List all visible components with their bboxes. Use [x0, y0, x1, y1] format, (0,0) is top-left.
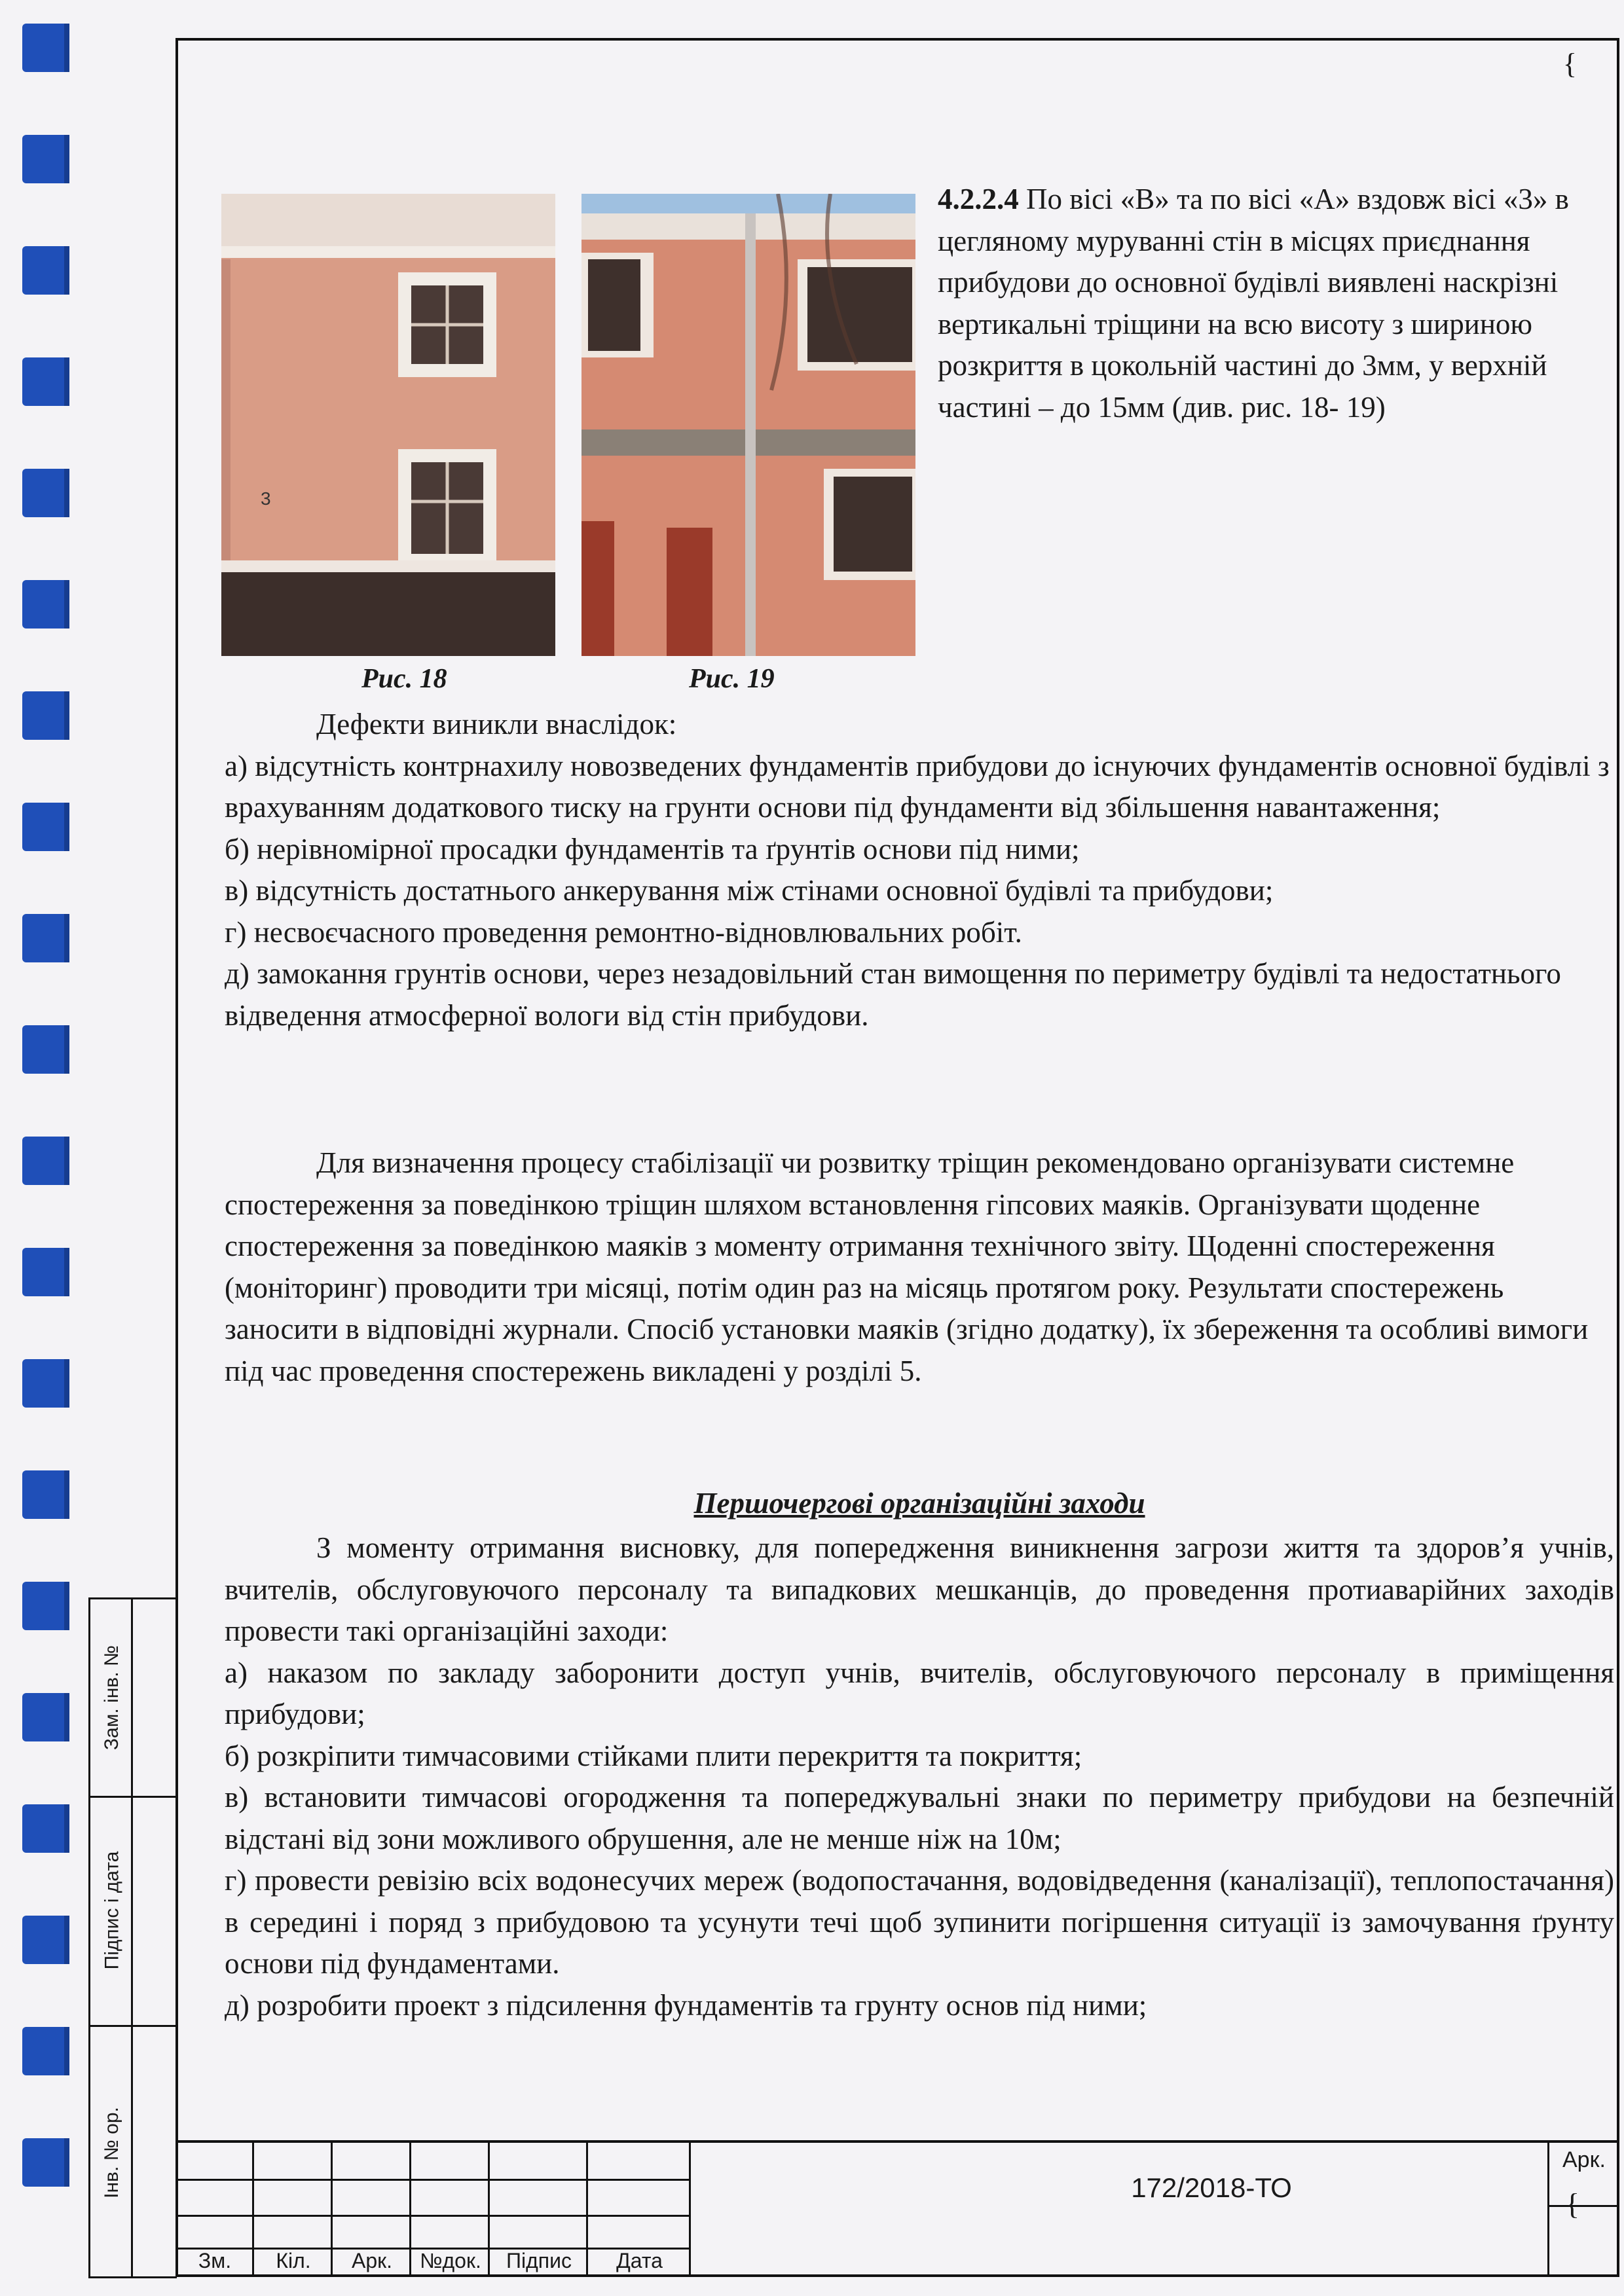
sheet-label: Арк.: [1562, 2147, 1606, 2172]
measure-item: в) встановити тимчасові огородження та попереджувальні знаки по периметру прибудови на безпечній відстані від зони можливого обрушення, але не менше ніж на 10м;: [225, 1781, 1614, 1855]
defects-intro: Дефекти виникли внаслідок:: [316, 708, 677, 740]
section-4-2-2-4: [938, 179, 1606, 428]
side-stamp: [88, 1597, 177, 2278]
stamp-pidpys-data: Підпис і дата: [101, 1851, 123, 1970]
binding-ring: [22, 1470, 69, 1519]
defects-block: [225, 704, 1614, 1036]
stamp-inv-orig: Інв. № ор.: [101, 2107, 123, 2198]
binding-ring: [22, 357, 69, 406]
spiral-binding: [22, 0, 75, 2296]
binding-ring: [22, 24, 69, 72]
stamp-zam-inv: Зам. інв. №: [101, 1645, 122, 1751]
binding-ring: [22, 1804, 69, 1853]
photo-fig-18: [221, 194, 555, 656]
binding-ring: [22, 1916, 69, 1964]
photo-fig-19: [581, 194, 915, 656]
binding-ring: [22, 246, 69, 295]
binding-ring: [22, 1693, 69, 1741]
binding-ring: [22, 803, 69, 851]
measure-item: д) розробити проект з підсилення фундаментів та грунту основ під ними;: [225, 1988, 1147, 2022]
caption-fig-19: Рис. 19: [689, 664, 775, 694]
tb-col-zm: Зм.: [198, 2249, 232, 2272]
page-corner-mark: {: [1562, 48, 1577, 80]
measures-block: [225, 1527, 1614, 2026]
caption-fig-18: Рис. 18: [361, 664, 447, 694]
binding-ring: [22, 135, 69, 183]
defect-item: а) відсутність контрнахилу новозведених фундаментів прибудови до існуючих фундаментів основної будівлі з врахуванням додаткового тиску на грунти основи під фундаменти від збільшення навантаження;: [225, 749, 1610, 824]
tb-col-kil: Кіл.: [276, 2249, 311, 2272]
defect-item: в) відсутність достатнього анкерування між стінами основної будівлі та прибудови;: [225, 874, 1274, 907]
binding-ring: [22, 2027, 69, 2075]
tb-col-pidpys: Підпис: [506, 2249, 572, 2272]
svg-text:3: 3: [261, 488, 271, 509]
monitoring-paragraph: Для визначення процесу стабілізації чи розвитку тріщин рекомендовано організувати системне спостереження за поведінкою тріщин шляхом встановлення гіпсових маяків. Організувати щоденне спостереження за поведінкою маяків з моменту отримання технічного звіту. Щоденні спостереження (моніторинг) проводити три місяці, потім один раз на місяць протягом року. Результати спостережень заносити в відповідні журнали. Спосіб установки маяків (згідно додатку), їх збереження та особливі вимоги під час проведення спостережень викладені у розділі 5.: [225, 1146, 1589, 1387]
binding-ring: [22, 1359, 69, 1408]
measures-intro: З моменту отримання висновку, для попередження виникнення загрози життя та здоров’я учнів, вчителів, обслуговуючого персоналу та випадкових мешканців, до проведення протиаварійних заходів провести такі організаційні заходи:: [225, 1531, 1614, 1647]
binding-ring: [22, 1137, 69, 1185]
title-block: [175, 2140, 1619, 2277]
binding-ring: [22, 914, 69, 962]
section-text: По вісі «В» та по вісі «А» вздовж вісі «3» в цегляному муруванні стін в місцях приєднання прибудови до основної будівлі виявлені наскрізні вертикальні тріщини на всю висоту з шириною розкриття в цокольній частині до 3мм, у верхній частині – до 15мм (див. рис. 18- 19): [938, 183, 1569, 424]
binding-ring: [22, 1025, 69, 1074]
sheet-number: {: [1565, 2187, 1580, 2221]
section-number: 4.2.2.4: [938, 183, 1019, 215]
tb-col-data: Дата: [616, 2249, 663, 2272]
measure-item: б) розкріпити тимчасовими стійками плити перекриття та покриття;: [225, 1739, 1082, 1772]
binding-ring: [22, 580, 69, 629]
document-code: 172/2018-ТО: [1131, 2172, 1292, 2203]
measures-title: Першочергові організаційні заходи: [693, 1487, 1145, 1520]
tb-col-ndok: №док.: [420, 2249, 481, 2272]
binding-ring: [22, 691, 69, 740]
measure-item: а) наказом по закладу заборонити доступ учнів, вчителів, обслуговуючого персоналу в приміщення прибудови;: [225, 1656, 1614, 1730]
binding-ring: [22, 1248, 69, 1296]
tb-col-ark: Арк.: [351, 2249, 393, 2272]
defect-item: д) замокання грунтів основи, через незадовільний стан вимощення по периметру будівлі та недостатнього відведення атмосферної вологи від стін прибудови.: [225, 957, 1561, 1032]
binding-ring: [22, 1582, 69, 1630]
measure-item: г) провести ревізію всіх водонесучих мереж (водопостачання, водовідведення (каналізації), теплопостачання) в середині і поряд з прибудовою та усунути течі щоб зупинити погіршення ситуації із замочування ґрунту основи під фундаментами.: [225, 1864, 1614, 1980]
binding-ring: [22, 469, 69, 517]
binding-ring: [22, 2138, 69, 2187]
defect-item: б) нерівномірної просадки фундаментів та ґрунтів основи під ними;: [225, 832, 1080, 866]
defect-item: г) несвоєчасного проведення ремонтно-відновлювальних робіт.: [225, 915, 1022, 949]
